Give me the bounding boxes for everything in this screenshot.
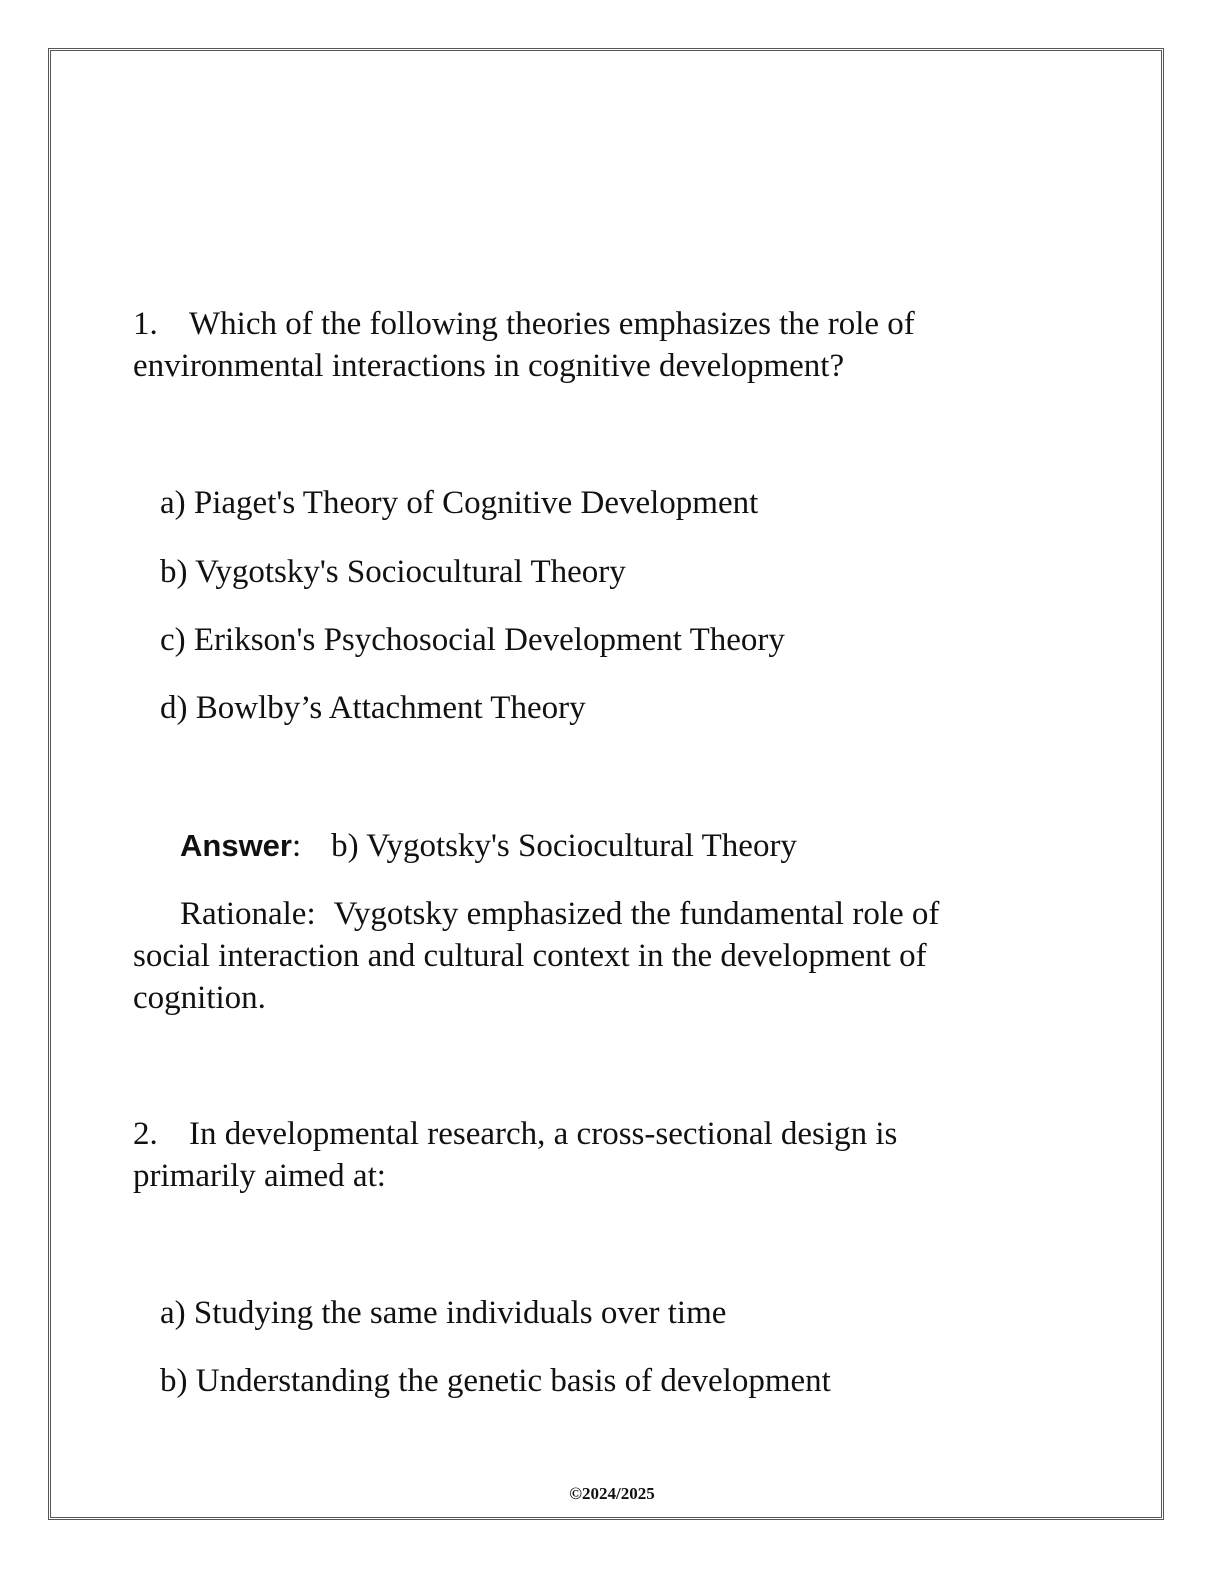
question-1-option-c: c) Erikson's Psychosocial Development Theory [160, 622, 785, 658]
answer-colon: : [291, 828, 302, 864]
question-2-number: 2. [133, 1116, 158, 1152]
question-2-option-a: a) Studying the same individuals over time [160, 1295, 727, 1331]
question-2-line-2: primarily aimed at: [133, 1158, 386, 1194]
question-1-option-b: b) Vygotsky's Sociocultural Theory [160, 554, 626, 590]
question-1-answer [180, 825, 797, 867]
question-1-rationale-line-3: cognition. [133, 980, 266, 1016]
rationale-label: Rationale: [180, 896, 316, 932]
answer-value: b) Vygotsky's Sociocultural Theory [331, 828, 797, 864]
question-1-number: 1. [133, 306, 158, 342]
question-1-line-2: environmental interactions in cognitive development? [133, 348, 845, 384]
question-2-text-1: In developmental research, a cross-sectional design is [189, 1116, 898, 1152]
question-1-text-1: Which of the following theories emphasizes the role of [189, 306, 915, 342]
question-1-option-a: a) Piaget's Theory of Cognitive Development [160, 485, 759, 521]
question-1-rationale-line-1 [180, 893, 939, 935]
question-1-line-1 [133, 303, 915, 345]
question-2-option-b: b) Understanding the genetic basis of development [160, 1363, 831, 1399]
question-2-line-1 [133, 1113, 897, 1155]
rationale-text-1: Vygotsky emphasized the fundamental role of [333, 896, 940, 932]
copyright-footer: ©2024/2025 [569, 1484, 655, 1503]
question-1-option-d: d) Bowlby’s Attachment Theory [160, 690, 586, 726]
question-1-rationale-line-2: social interaction and cultural context in the development of [133, 938, 927, 974]
answer-label: Answer [180, 828, 292, 863]
